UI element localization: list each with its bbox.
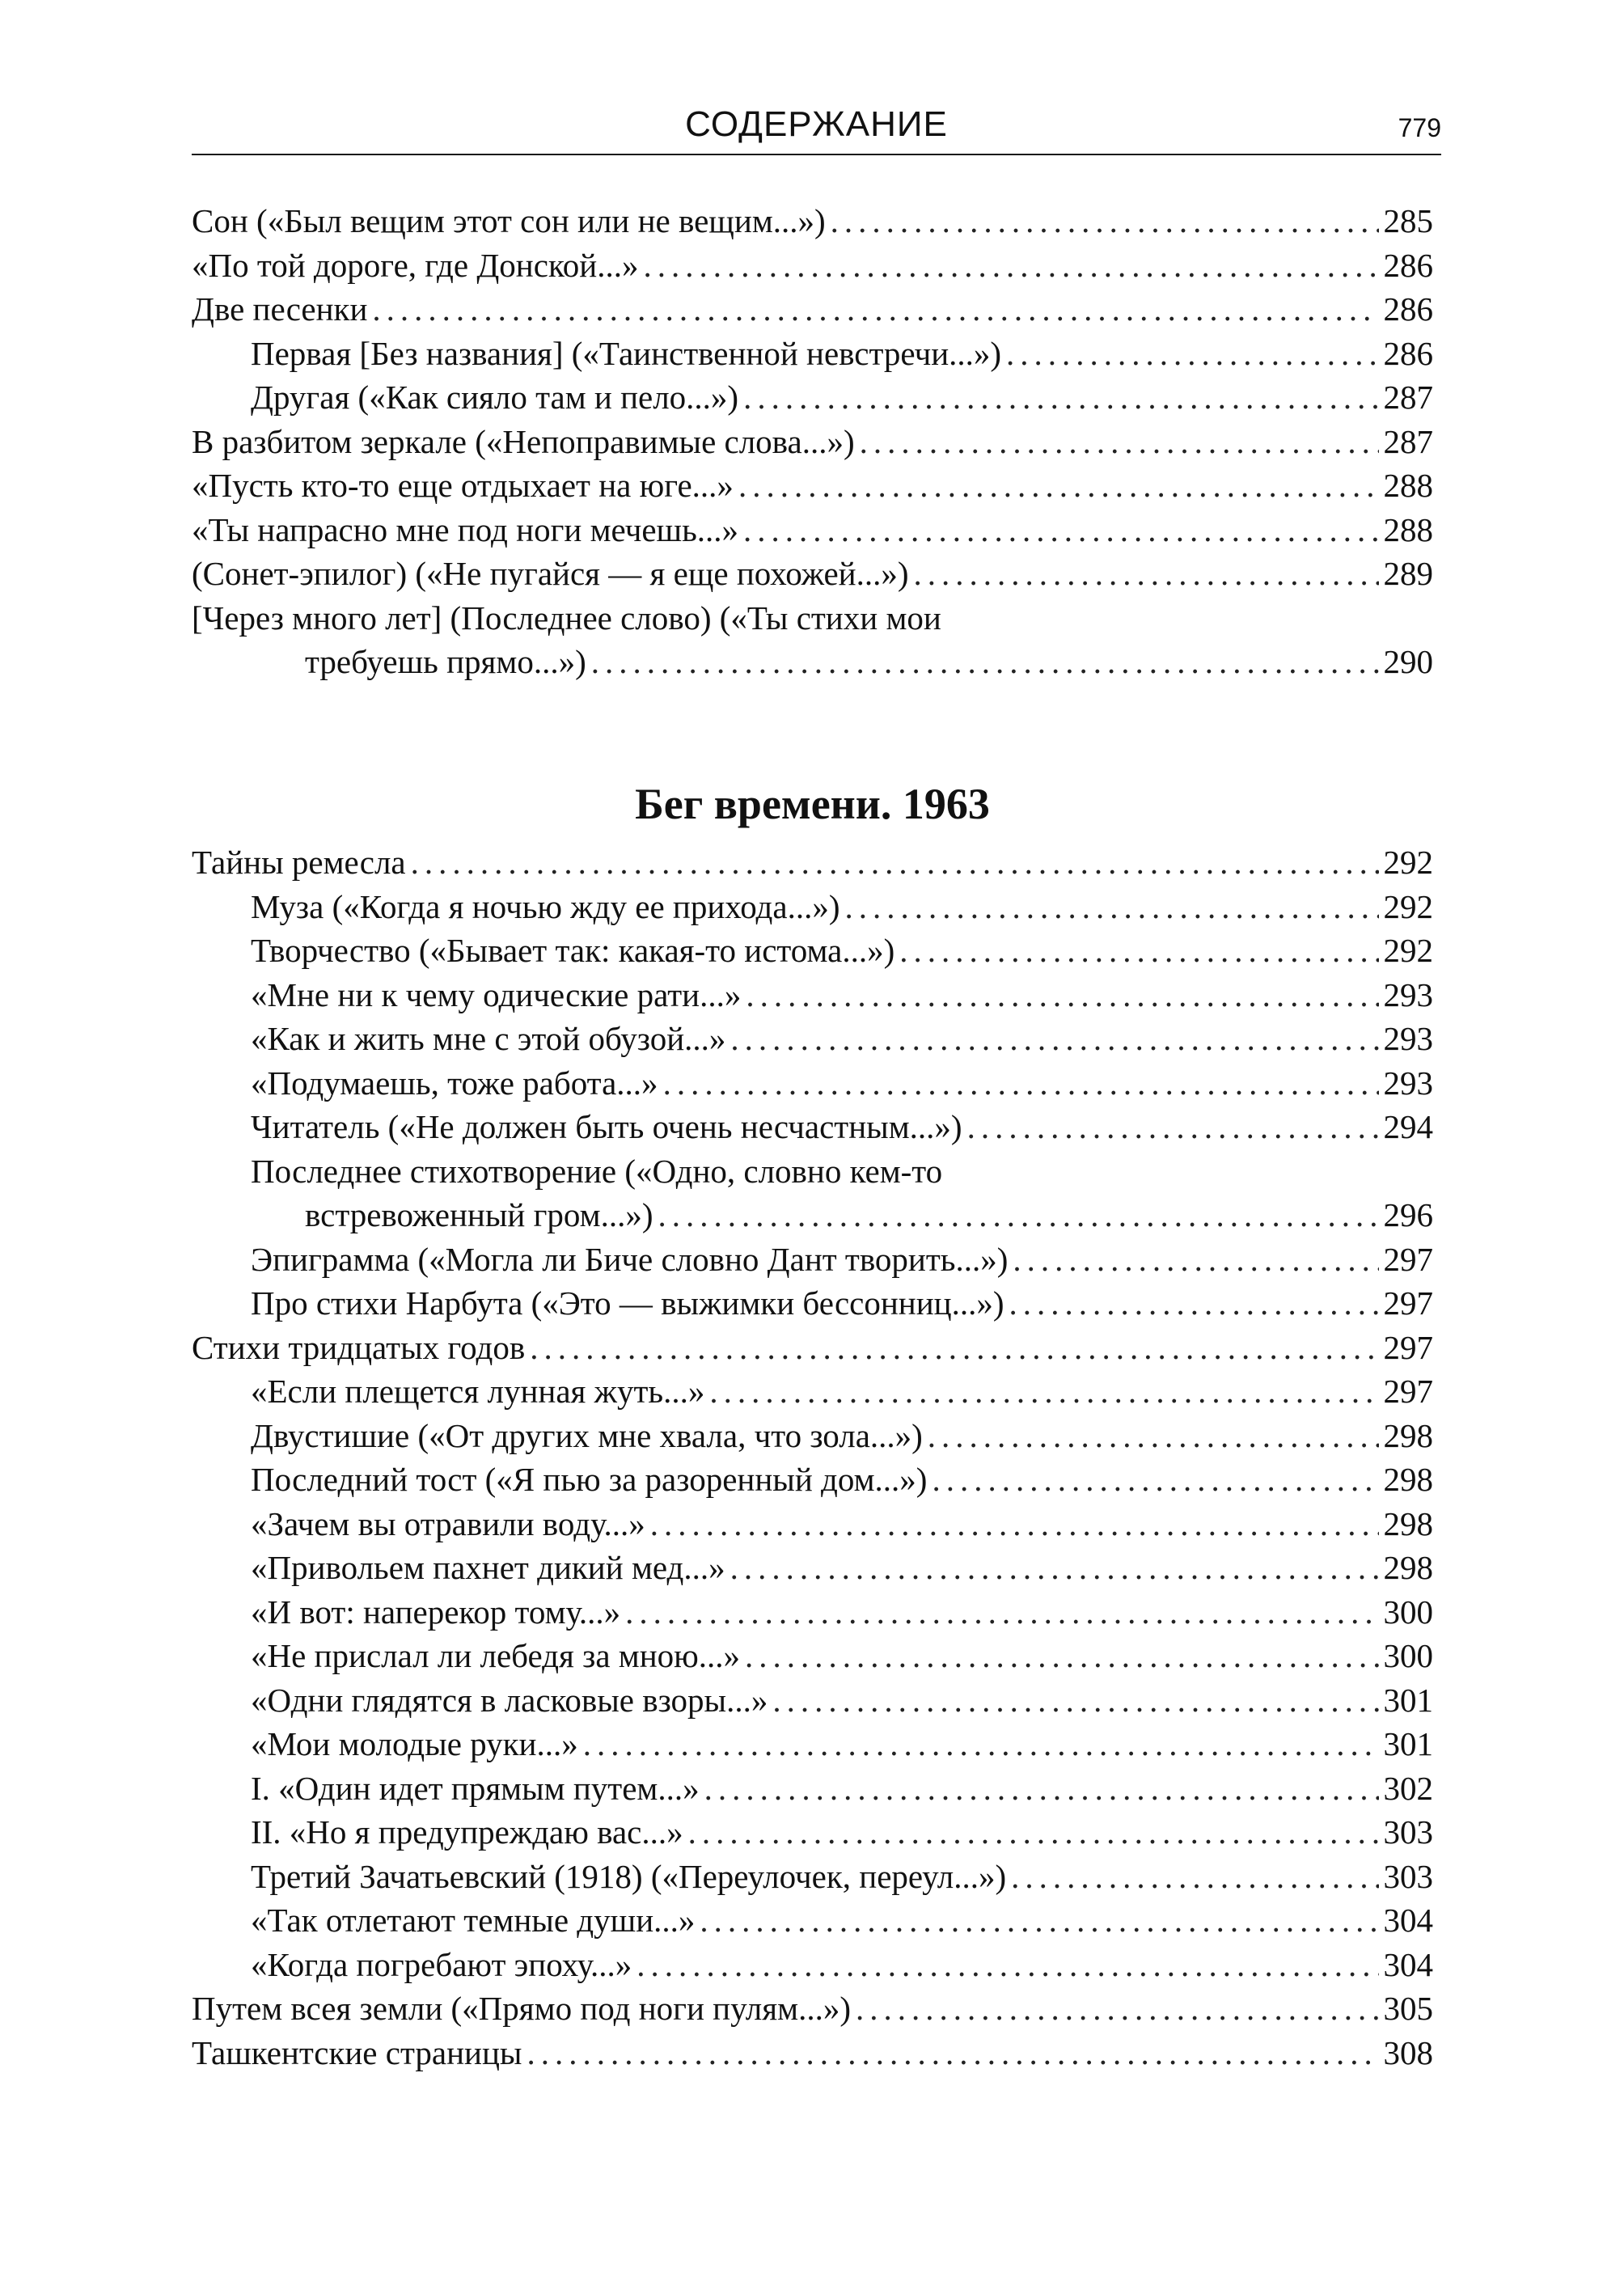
- toc-entry: [192, 508, 1433, 552]
- toc-entry: [192, 1414, 1433, 1458]
- toc-entry-page: 294: [1383, 1108, 1433, 1145]
- toc-entry-title: «Ты напрасно мне под ноги мечешь...»: [192, 510, 739, 548]
- toc-entry-title: Путем всея земли («Прямо под ноги пулям...»): [192, 1990, 851, 2027]
- dot-leader: [530, 1326, 1378, 1370]
- toc-entry-title: Двустишие («От других мне хвала, что зола...»): [251, 1416, 923, 1454]
- dot-leader: [1011, 1855, 1378, 1899]
- toc-entry: [192, 1326, 1433, 1370]
- toc-entry-page: 300: [1383, 1637, 1433, 1674]
- toc-entry-title: встревоженный гром...»): [305, 1196, 653, 1233]
- toc-entry-title: В разбитом зеркале («Непоправимые слова...»): [192, 422, 855, 460]
- toc-entry-page: 292: [1383, 932, 1433, 969]
- toc-entry-page: 293: [1383, 1020, 1433, 1057]
- dot-leader: [745, 1634, 1378, 1678]
- dot-leader: [746, 973, 1378, 1017]
- dot-leader: [625, 1590, 1378, 1635]
- dot-leader: [845, 885, 1379, 929]
- toc-entry: [192, 973, 1433, 1017]
- toc-entry: [192, 840, 1433, 885]
- toc-entry: [192, 1502, 1433, 1546]
- dot-leader: [928, 1414, 1379, 1458]
- toc-list-top: [192, 199, 1433, 684]
- dot-leader: [899, 929, 1378, 973]
- dot-leader: [658, 1193, 1378, 1237]
- toc-entry: [192, 552, 1433, 596]
- dot-leader: [730, 1546, 1379, 1590]
- toc-entry-title: «Не прислал ли лебедя за мною...»: [251, 1637, 741, 1674]
- toc-entry-title: Две песенки: [192, 290, 368, 328]
- toc-entry-title: Первая [Без названия] («Таинственной невстречи...»): [251, 334, 1002, 372]
- toc-entry-title: «И вот: наперекор тому...»: [251, 1593, 621, 1631]
- dot-leader: [743, 375, 1378, 420]
- dot-leader: [738, 463, 1379, 508]
- toc-entry-title: «Если плещется лунная жуть...»: [251, 1373, 705, 1410]
- toc-entry: [192, 1017, 1433, 1061]
- dot-leader: [591, 640, 1379, 684]
- toc-entry-page: 302: [1383, 1769, 1433, 1807]
- page-number: 779: [1398, 113, 1441, 142]
- toc-entry: [192, 1766, 1433, 1811]
- dot-leader: [636, 1943, 1378, 1987]
- toc-entry: [192, 1855, 1433, 1899]
- dot-leader: [372, 287, 1378, 332]
- toc-entry-title: требуешь прямо...»): [305, 643, 586, 680]
- toc-entry-page: 298: [1383, 1461, 1433, 1498]
- toc-entry-page: 304: [1383, 1945, 1433, 1983]
- toc-entry-page: 287: [1383, 422, 1433, 460]
- toc-entry-page: 298: [1383, 1549, 1433, 1586]
- toc-entry-page: 301: [1383, 1681, 1433, 1719]
- toc-entry-title: Стихи тридцатых годов: [192, 1328, 526, 1366]
- toc-entry-page: 286: [1383, 290, 1433, 328]
- toc-entry: [192, 1105, 1433, 1149]
- toc-entry-page: 292: [1383, 844, 1433, 881]
- toc-entry-page: 296: [1383, 1196, 1433, 1233]
- toc-entry: [192, 1898, 1433, 1943]
- dot-leader: [650, 1502, 1379, 1546]
- toc-entry-title: Тайны ремесла: [192, 844, 406, 881]
- toc-entry: [192, 1986, 1433, 2031]
- toc-entry-page: 300: [1383, 1593, 1433, 1631]
- toc-entry-page: 287: [1383, 379, 1433, 416]
- dot-leader: [527, 2031, 1378, 2075]
- toc-entry-page: 297: [1383, 1240, 1433, 1278]
- toc-entry-page: 298: [1383, 1504, 1433, 1542]
- toc-entry: [192, 1149, 1433, 1194]
- dot-leader: [688, 1810, 1379, 1855]
- toc-entry: [192, 929, 1433, 973]
- dot-leader: [704, 1766, 1379, 1811]
- dot-leader: [1013, 1237, 1378, 1282]
- toc-entry-page: 305: [1383, 1990, 1433, 2027]
- toc-entry: [192, 596, 1433, 641]
- toc-entry-title: [Через много лет] (Последнее слово) («Ты стихи мои: [192, 599, 941, 637]
- toc-entry-title: «Одни глядятся в ласковые взоры...»: [251, 1681, 768, 1719]
- toc-entry: [192, 1237, 1433, 1282]
- running-title: СОДЕРЖАНИЕ: [685, 104, 948, 144]
- toc-entry-page: 292: [1383, 887, 1433, 925]
- toc-entry-title: Сон («Был вещим этот сон или не вещим...»): [192, 202, 826, 239]
- toc-entry: [192, 332, 1433, 376]
- toc-entry-title: Последний тост («Я пью за разоренный дом...»): [251, 1461, 928, 1498]
- toc-entry: [192, 1546, 1433, 1590]
- toc-entry-page: 288: [1383, 510, 1433, 548]
- toc-entry-title: I. «Один идет прямым путем...»: [251, 1769, 700, 1807]
- toc-entry-title: «Пусть кто-то еще отдыхает на юге...»: [192, 467, 734, 504]
- toc-entry-page: 290: [1383, 643, 1433, 680]
- toc-entry-title: «Так отлетают темные души...»: [251, 1902, 696, 1939]
- toc-entry-title: Последнее стихотворение («Одно, словно кем-то: [251, 1152, 943, 1190]
- toc-entry-page: 298: [1383, 1416, 1433, 1454]
- toc-entry-page: 288: [1383, 467, 1433, 504]
- dot-leader: [663, 1061, 1379, 1106]
- dot-leader: [932, 1457, 1378, 1502]
- toc-entry-title: «Зачем вы отравили воду...»: [251, 1504, 645, 1542]
- toc-entry-title: (Сонет-эпилог) («Не пугайся — я еще похожей...»): [192, 555, 909, 592]
- toc-entry-title: «Когда погребают эпоху...»: [251, 1945, 632, 1983]
- dot-leader: [411, 840, 1379, 885]
- toc-entry-title: «Мне ни к чему одические рати...»: [251, 975, 742, 1013]
- toc-entry: [192, 1457, 1433, 1502]
- toc-entry: [192, 1943, 1433, 1987]
- toc-entry-title: Муза («Когда я ночью жду ее прихода...»): [251, 887, 840, 925]
- toc-entry-page: 297: [1383, 1328, 1433, 1366]
- dot-leader: [1006, 332, 1378, 376]
- toc-entry-page: 286: [1383, 334, 1433, 372]
- toc-entry: [192, 1193, 1433, 1237]
- dot-leader: [709, 1369, 1378, 1414]
- toc-entry-title: «По той дороге, где Донской...»: [192, 246, 639, 284]
- toc-entry: [192, 1369, 1433, 1414]
- dot-leader: [583, 1722, 1379, 1766]
- toc-entry: [192, 1281, 1433, 1326]
- toc-entry-page: 285: [1383, 202, 1433, 239]
- toc-entry-page: 308: [1383, 2033, 1433, 2071]
- dot-leader: [743, 508, 1378, 552]
- toc-entry-page: 303: [1383, 1813, 1433, 1851]
- toc-entry-page: 286: [1383, 246, 1433, 284]
- toc-entry: [192, 640, 1433, 684]
- toc-entry-title: «Привольем пахнет дикий мед...»: [251, 1549, 725, 1586]
- toc-entry: [192, 199, 1433, 243]
- toc-entry: [192, 1722, 1433, 1766]
- toc-entry: [192, 375, 1433, 420]
- toc-entry: [192, 885, 1433, 929]
- toc-entry-title: «Подумаешь, тоже работа...»: [251, 1064, 658, 1102]
- toc-entry-title: Ташкентские страницы: [192, 2033, 522, 2071]
- toc-entry: [192, 420, 1433, 464]
- dot-leader: [643, 243, 1378, 288]
- toc-entry: [192, 1634, 1433, 1678]
- dot-leader: [860, 420, 1379, 464]
- toc-entry-title: Творчество («Бывает так: какая-то истома...»): [251, 932, 895, 969]
- dot-leader: [967, 1105, 1379, 1149]
- dot-leader: [700, 1898, 1378, 1943]
- toc-entry-title: Читатель («Не должен быть очень несчастным...»): [251, 1108, 962, 1145]
- toc-entry-title: «Мои молодые руки...»: [251, 1725, 578, 1762]
- dot-leader: [831, 199, 1379, 243]
- toc-entry-title: Про стихи Нарбута («Это — выжимки бессонниц...»): [251, 1284, 1004, 1322]
- toc-entry: [192, 2031, 1433, 2075]
- toc-entry-page: 303: [1383, 1857, 1433, 1895]
- dot-leader: [914, 552, 1379, 596]
- dot-leader: [856, 1986, 1379, 2031]
- toc-entry-title: «Как и жить мне с этой обузой...»: [251, 1020, 726, 1057]
- toc-entry-title: Другая («Как сияло там и пело...»): [251, 379, 739, 416]
- toc-entry: [192, 1061, 1433, 1106]
- toc-entry: [192, 1678, 1433, 1723]
- section-heading: Бег времени. 1963: [635, 779, 990, 828]
- toc-entry-page: 304: [1383, 1902, 1433, 1939]
- dot-leader: [730, 1017, 1378, 1061]
- toc-entry-page: 297: [1383, 1373, 1433, 1410]
- toc-entry: [192, 463, 1433, 508]
- toc-entry: [192, 287, 1433, 332]
- dot-leader: [1009, 1281, 1379, 1326]
- toc-list-bottom: [192, 840, 1433, 2075]
- toc-entry-page: 293: [1383, 1064, 1433, 1102]
- toc-entry-page: 301: [1383, 1725, 1433, 1762]
- running-head: [192, 91, 1441, 155]
- toc-entry-page: 289: [1383, 555, 1433, 592]
- toc-entry-page: 297: [1383, 1284, 1433, 1322]
- toc-entry-page: 293: [1383, 975, 1433, 1013]
- toc-entry-title: Третий Зачатьевский (1918) («Переулочек, переул...»): [251, 1857, 1007, 1895]
- toc-entry: [192, 1590, 1433, 1635]
- toc-entry-title: Эпиграмма («Могла ли Биче словно Дант творить...»): [251, 1240, 1009, 1278]
- toc-entry-title: II. «Но я предупреждаю вас...»: [251, 1813, 683, 1851]
- toc-entry: [192, 243, 1433, 288]
- toc-entry: [192, 1810, 1433, 1855]
- dot-leader: [772, 1678, 1378, 1723]
